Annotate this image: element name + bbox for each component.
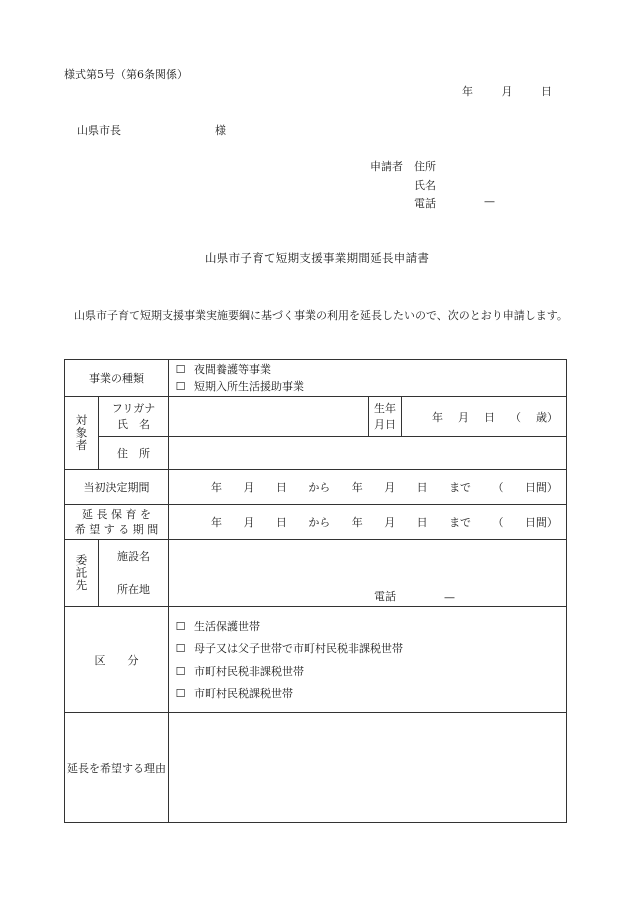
service-type-label: 事業の種類	[65, 360, 169, 397]
subject-address-row	[65, 437, 567, 470]
date-month: 月	[501, 85, 513, 98]
dob-label: 生年 月日	[369, 397, 402, 437]
facility-name-label: 施設名	[117, 550, 150, 563]
furigana-name-labels	[99, 397, 169, 437]
category-options	[169, 607, 567, 713]
furigana-label: フリガナ	[111, 401, 156, 415]
subject-address-label: 住 所	[99, 437, 169, 470]
category-option[interactable]: ☐ 市町村民税課税世帯	[169, 683, 566, 706]
facility-input[interactable]	[169, 540, 567, 607]
facility-label-cell	[65, 540, 99, 607]
service-type-options	[169, 360, 567, 397]
service-option[interactable]: ☐ 夜間養護等事業	[175, 363, 271, 376]
applicant-phone-label: 電話	[414, 197, 436, 210]
facility-location-label: 所在地	[117, 583, 150, 596]
application-table	[64, 359, 567, 823]
service-type-row	[65, 360, 567, 397]
extension-period-label: 延 長 保 育 を 希 望 す る 期 間	[65, 505, 169, 540]
checkbox-icon[interactable]: ☐	[175, 642, 186, 655]
form-number: 様式第5号（第6条関係）	[64, 68, 188, 81]
category-option[interactable]: ☐ 母子又は父子世帯で市町村民税非課税世帯	[169, 638, 566, 661]
date-day: 日	[541, 85, 552, 98]
initial-period-row	[65, 470, 567, 505]
checkbox-icon[interactable]: ☐	[175, 664, 186, 678]
category-row	[65, 607, 567, 713]
document-title: 山県市子育て短期支援事業期間延長申請書	[205, 251, 430, 265]
facility-sub-labels	[99, 540, 169, 607]
subject-name-input[interactable]	[169, 397, 369, 437]
applicant-name-label: 氏名	[414, 179, 436, 192]
addressee-honorific: 様	[215, 124, 226, 137]
extension-period-input[interactable]: 年 月 日 から 年 月 日 まで （ 日間）	[169, 505, 567, 540]
service-option[interactable]: ☐ 短期入所生活援助事業	[175, 380, 304, 393]
category-label: 区 分	[65, 607, 169, 713]
category-option[interactable]: ☐ 生活保護世帯	[169, 616, 566, 639]
initial-period-input[interactable]: 年 月 日 から 年 月 日 まで （ 日間）	[169, 470, 567, 505]
facility-phone-dash: —	[444, 591, 455, 604]
date-line	[462, 83, 552, 99]
reason-input[interactable]	[169, 713, 567, 823]
checkbox-icon[interactable]: ☐	[175, 363, 186, 376]
addressee-name: 山県市長	[77, 124, 121, 137]
category-option[interactable]: ☐ 市町村民税非課税世帯	[169, 661, 566, 684]
checkbox-icon[interactable]: ☐	[175, 687, 186, 700]
checkbox-icon[interactable]: ☐	[175, 380, 186, 393]
intro-paragraph: 山県市子育て短期支援事業実施要綱に基づく事業の利用を延長したいので、次のとおり申請します。	[74, 309, 568, 322]
name-label: 氏 名	[117, 417, 150, 431]
applicant-address-label: 住所	[414, 160, 436, 173]
applicant-phone-dash: —	[484, 195, 495, 208]
extension-period-row	[65, 505, 567, 540]
reason-row	[65, 713, 567, 823]
subject-label: 対象者	[74, 414, 89, 452]
subject-name-row	[65, 397, 567, 437]
dob-input[interactable]: 年 月 日 （ 歳）	[402, 397, 567, 437]
facility-label: 委託先	[74, 554, 89, 592]
subject-address-input[interactable]	[169, 437, 567, 470]
date-year: 年	[462, 85, 473, 98]
checkbox-icon[interactable]: ☐	[175, 619, 186, 633]
facility-row	[65, 540, 567, 607]
subject-label-cell	[65, 397, 99, 470]
applicant-label: 申請者	[370, 160, 403, 173]
reason-label: 延長を希望する理由	[65, 713, 169, 823]
facility-phone-label: 電話	[374, 590, 396, 603]
initial-period-label: 当初決定期間	[65, 470, 169, 505]
